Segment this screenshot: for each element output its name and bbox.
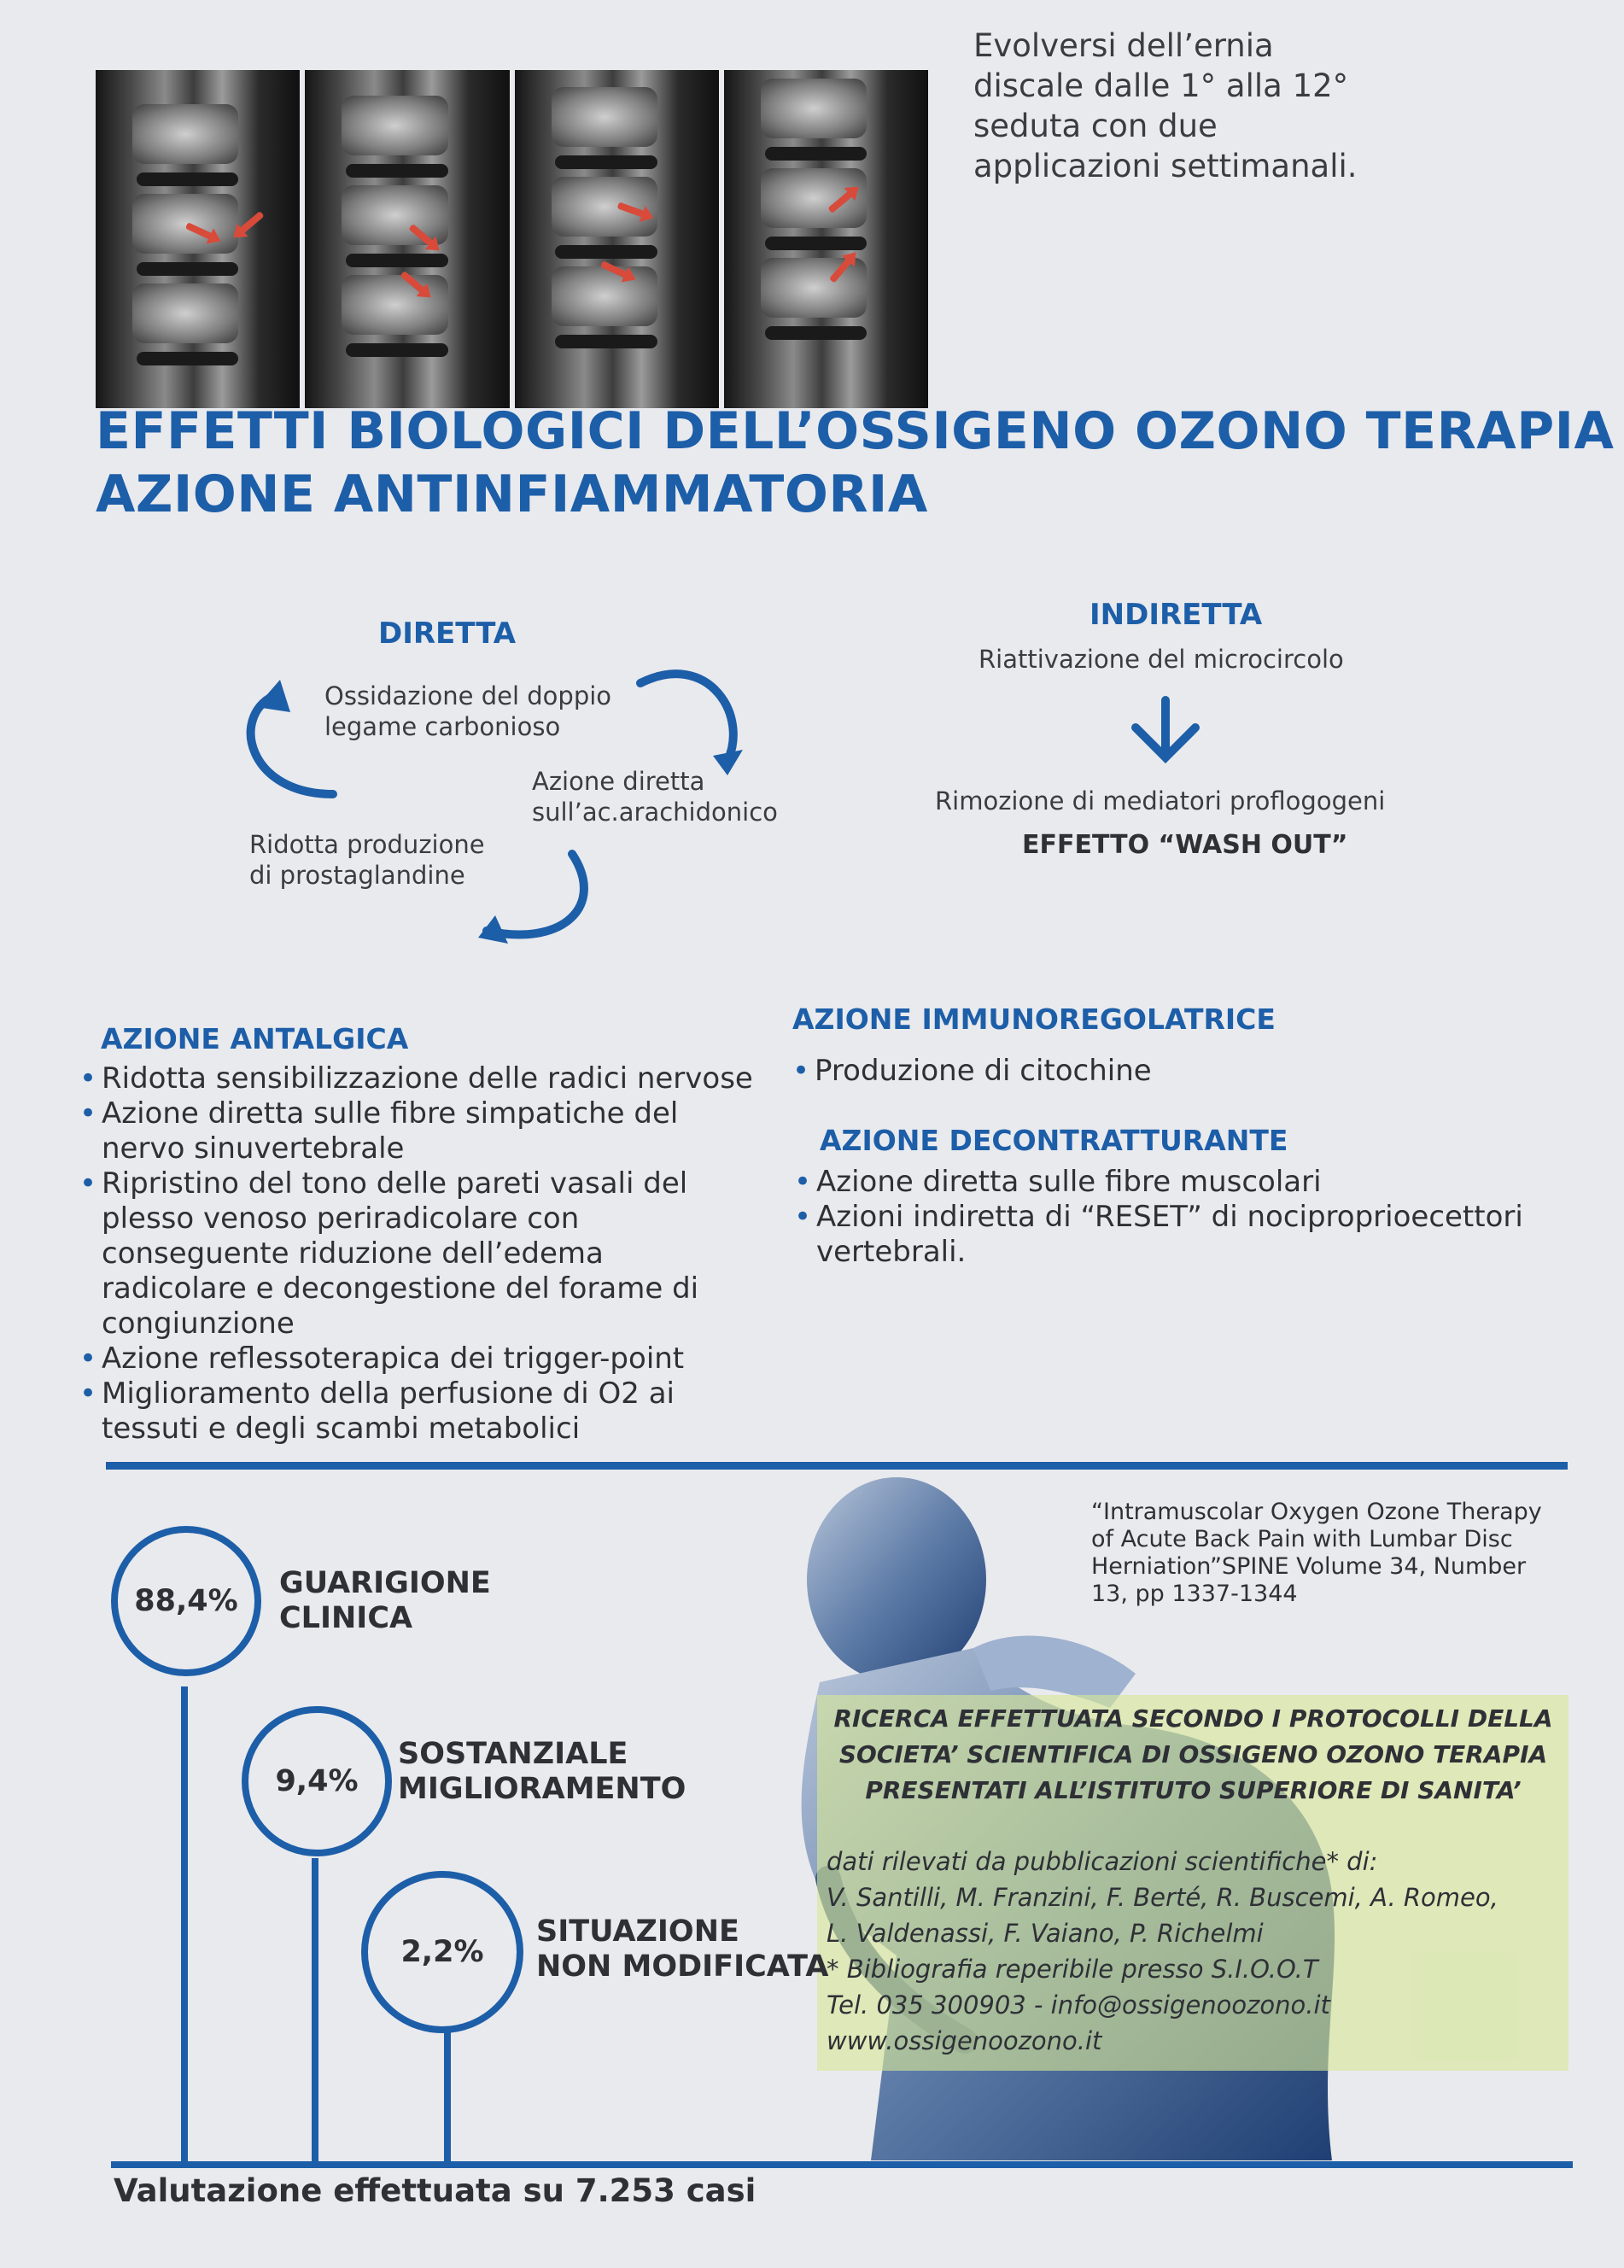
- title-line-1: EFFETTI BIOLOGICI DELL’OSSIGENO OZONO TERAPIA: [96, 401, 1615, 461]
- diretta-step-2-line: Azione diretta: [532, 767, 705, 796]
- stat-label-line: MIGLIORAMENTO: [398, 1772, 686, 1806]
- research-line: * Bibliografia reperibile presso S.I.O.O.T: [827, 1955, 1318, 1984]
- research-line: L. Valdenassi, F. Vaiano, P. Richelmi: [827, 1919, 1264, 1948]
- research-line: Tel. 035 300903 - info@ossigenoozono.it: [827, 1990, 1330, 2020]
- diretta-heading: DIRETTA: [378, 617, 517, 651]
- stat-stem: [444, 2029, 451, 2166]
- diretta-step-1-line: legame carbonioso: [324, 712, 561, 741]
- stat-label-line: GUARIGIONE: [279, 1566, 491, 1600]
- diretta-step-3-line: Ridotta produzione: [249, 830, 485, 859]
- wash-out-label: EFFETTO “WASH OUT”: [1022, 830, 1348, 860]
- stat-label-unchanged: [536, 1914, 828, 1984]
- list-item: • Azione diretta sulle fibre muscolari: [794, 1165, 1545, 1200]
- decontratturante-list: [794, 1165, 1545, 1270]
- indiretta-heading: INDIRETTA: [1089, 598, 1263, 632]
- research-heading: RICERCA EFFETTUATA SECONDO I PROTOCOLLI DELLA SOCIETA’ SCIENTIFICA DI OSSIGENO OZONO TERAPIA PRESENTATI ALL’ISTITUTO SUPERIORE DI SANITA’: [833, 1704, 1553, 1804]
- diretta-step-2-line: sull’ac.arachidonico: [532, 798, 778, 827]
- reference-citation: “Intramuscolar Oxygen Ozone Therapy of Acute Back Pain with Lumbar Disc Herniation”SPINE Volume 34, Number 13, pp 1337-1344: [1091, 1499, 1542, 1607]
- list-item: • Ripristino del tono delle pareti vasali del plesso venoso periradicolare con conseguente riduzione dell’edema radicolare e decongestione del forame di congiunzione: [79, 1166, 754, 1342]
- stat-label-line: SOSTANZIALE: [398, 1737, 628, 1771]
- stat-circle-improvement: 9,4%: [242, 1706, 392, 1856]
- stat-stem: [312, 1858, 318, 2166]
- diretta-step-1-line: Ossidazione del doppio: [324, 681, 612, 710]
- stat-label-line: SITUAZIONE: [536, 1914, 739, 1949]
- section-divider: [106, 1462, 1568, 1470]
- stats-baseline: [111, 2161, 1573, 2168]
- diretta-step-3-line: di prostaglandine: [249, 861, 465, 890]
- immuno-list: [792, 1054, 1544, 1089]
- stat-circle-healing: 88,4%: [111, 1526, 261, 1676]
- list-item: • Miglioramento della perfusione di O2 ai tessuti e degli scambi metabolici: [79, 1377, 754, 1447]
- immuno-heading: AZIONE IMMUNOREGOLATRICE: [792, 1002, 1276, 1036]
- stat-label-line: NON MODIFICATA: [536, 1949, 829, 1984]
- stat-label-line: CLINICA: [279, 1601, 413, 1635]
- title-line-2: AZIONE ANTINFIAMMATORIA: [96, 465, 928, 524]
- antalgica-list: [79, 1061, 754, 1447]
- list-item: • Ridotta sensibilizzazione delle radici nervose: [79, 1061, 754, 1096]
- research-line: www.ossigenoozono.it: [827, 2026, 1102, 2055]
- cycle-arrow-bottom-icon: [487, 854, 584, 934]
- cycle-arrow-top-icon: [640, 674, 733, 764]
- decontratturante-heading: AZIONE DECONTRATTURANTE: [820, 1124, 1288, 1157]
- indiretta-line-2: Rimozione di mediatori proflogogeni: [935, 786, 1386, 815]
- research-line: dati rilevati da pubblicazioni scientifiche* di:: [827, 1847, 1378, 1876]
- antalgica-heading: AZIONE ANTALGICA: [101, 1022, 409, 1055]
- stat-stem: [181, 1686, 188, 2165]
- list-item: • Azioni indiretta di “RESET” di nociproprioecettori vertebrali.: [794, 1200, 1545, 1270]
- list-item: • Azione diretta sulle fibre simpatiche del nervo sinuvertebrale: [79, 1096, 754, 1166]
- research-line: V. Santilli, M. Franzini, F. Berté, R. Buscemi, A. Romeo,: [827, 1883, 1498, 1912]
- footer-note: Valutazione effettuata su 7.253 casi: [114, 2172, 757, 2209]
- stat-circle-unchanged: 2,2%: [361, 1871, 523, 2033]
- stat-label-improvement: [398, 1737, 686, 1807]
- indiretta-line-1: Riattivazione del microcircolo: [978, 645, 1344, 674]
- cycle-arrow-left-icon: [251, 696, 333, 794]
- research-details: [827, 1844, 1561, 2059]
- mri-caption: Evolversi dell’ernia discale dalle 1° alla 12° seduta con due applicazioni settimanali.: [973, 27, 1358, 184]
- list-item: • Azione reflessoterapica dei trigger-point: [79, 1342, 754, 1377]
- stat-label-healing: [279, 1566, 491, 1636]
- list-item: • Produzione di citochine: [792, 1054, 1544, 1089]
